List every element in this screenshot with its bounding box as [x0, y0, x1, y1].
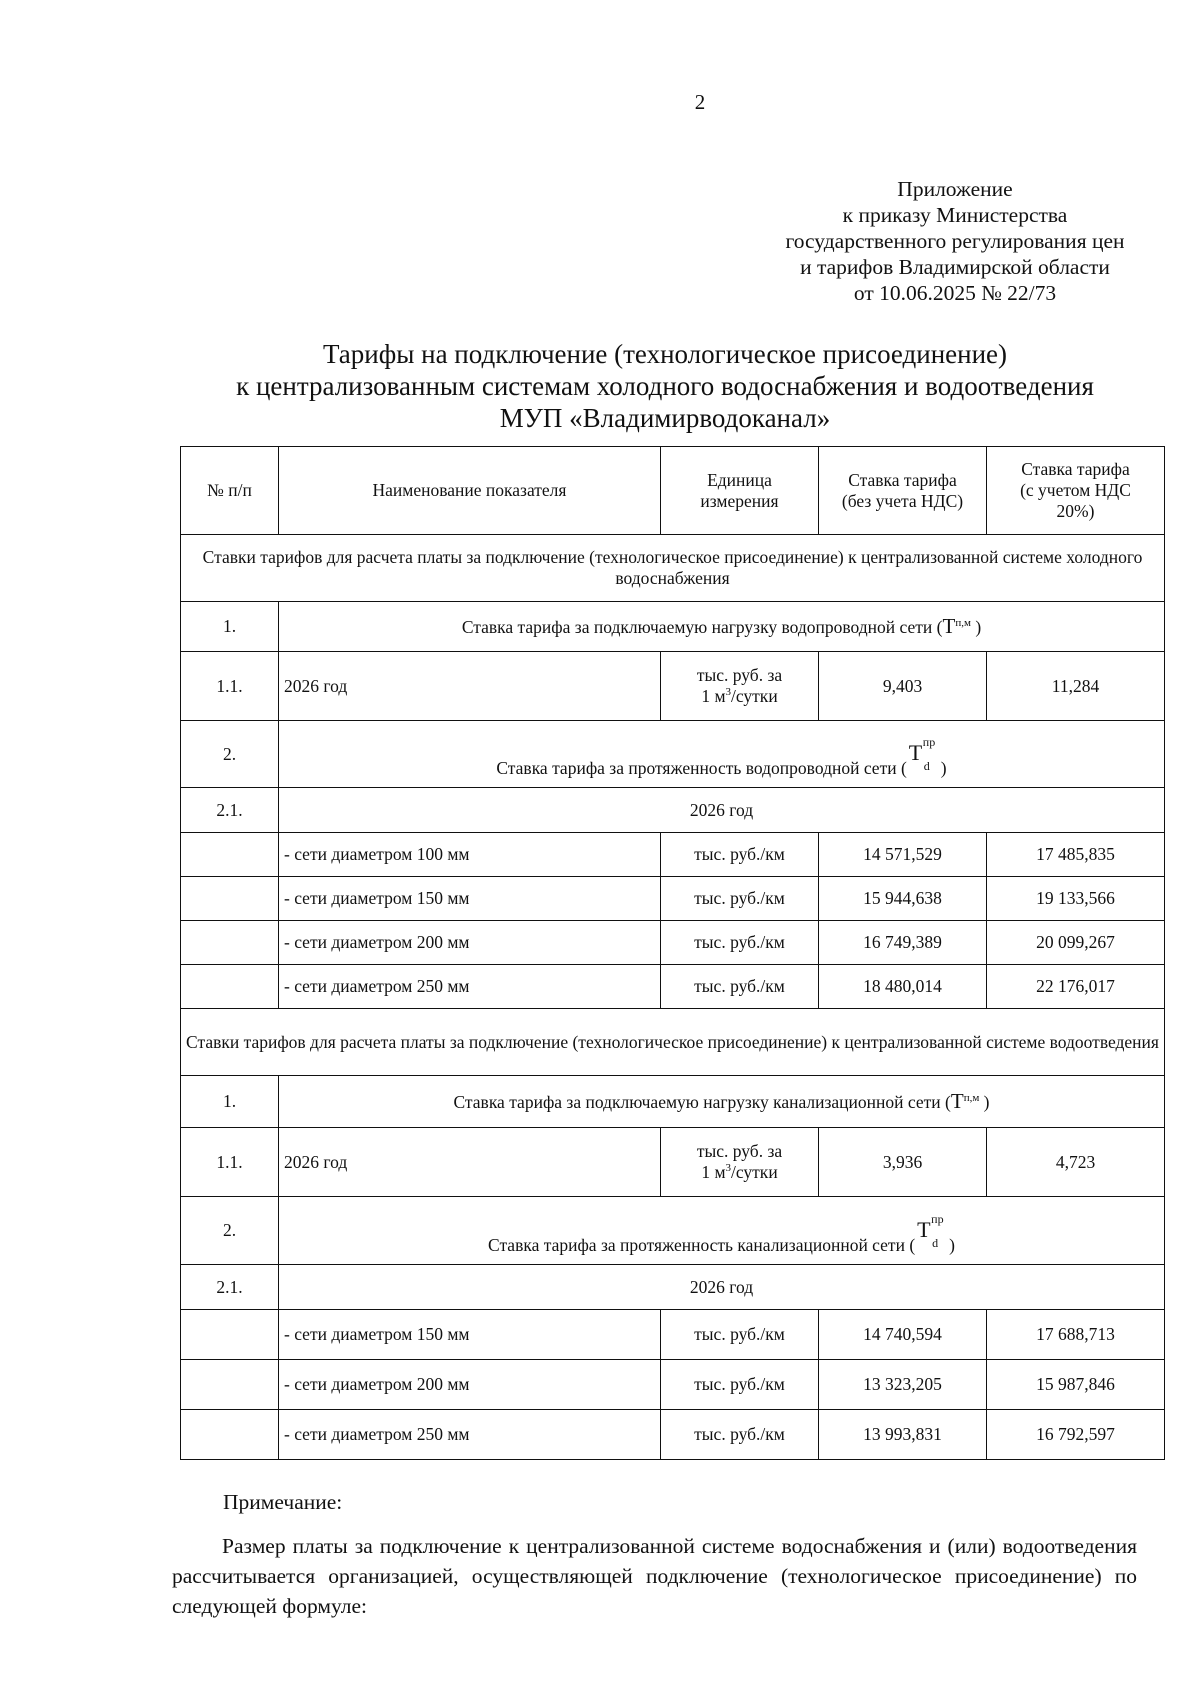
header-unit: Единица измерения — [661, 447, 819, 535]
header-name: Наименование показателя — [279, 447, 661, 535]
sewer-section-row — [181, 1009, 1165, 1076]
row-num: 1.1. — [181, 652, 279, 721]
table-row — [181, 1310, 1165, 1360]
row-rate-vat: 20 099,267 — [987, 921, 1165, 965]
row-unit: тыс. руб./км — [661, 965, 819, 1009]
table-row — [181, 833, 1165, 877]
header-rate-vat: Ставка тарифа (с учетом НДС 20%) — [987, 447, 1165, 535]
sewer-load-row — [181, 1076, 1165, 1128]
water-length-num: 2. — [181, 721, 279, 788]
row-num — [181, 877, 279, 921]
row-num — [181, 921, 279, 965]
row-rate-no-vat: 18 480,014 — [819, 965, 987, 1009]
table-row — [181, 1410, 1165, 1460]
title-line-3: МУП «Владимирводоканал» — [499, 403, 831, 433]
row-num — [181, 1410, 279, 1460]
sewer-load-2026-row — [181, 1128, 1165, 1197]
row-unit: тыс. руб./км — [661, 833, 819, 877]
title-line-1: Тарифы на подключение (технологическое присоединение) — [322, 339, 1008, 369]
appendix-block — [745, 176, 1165, 306]
water-year-label: 2026 год — [279, 788, 1165, 833]
water-year-row — [181, 788, 1165, 833]
row-num — [181, 965, 279, 1009]
water-length-row — [181, 721, 1165, 788]
appendix-line-2: к приказу Министерства — [842, 203, 1068, 227]
table-row — [181, 965, 1165, 1009]
sewer-length-row — [181, 1197, 1165, 1265]
row-rate-vat: 22 176,017 — [987, 965, 1165, 1009]
row-name: 2026 год — [279, 1128, 661, 1197]
sewer-year-label: 2026 год — [279, 1265, 1165, 1310]
sewer-load-num: 1. — [181, 1076, 279, 1128]
row-rate-no-vat: 14 571,529 — [819, 833, 987, 877]
row-num: 1.1. — [181, 1128, 279, 1197]
row-name: - сети диаметром 150 мм — [279, 877, 661, 921]
water-length-title: Ставка тарифа за протяженность водопроводной сети ( Т пр d ) — [279, 721, 1165, 788]
table-row — [181, 921, 1165, 965]
water-load-title: Ставка тарифа за подключаемую нагрузку водопроводной сети ($Т^{п,м}$ ) — [279, 602, 1165, 652]
row-rate-no-vat: 3,936 — [819, 1128, 987, 1197]
row-num — [181, 1360, 279, 1410]
water-year-num: 2.1. — [181, 788, 279, 833]
row-unit: тыс. руб./км — [661, 1310, 819, 1360]
row-rate-vat: 11,284 — [987, 652, 1165, 721]
note-text: Размер платы за подключение к централизованной системе водоснабжения и (или) водоотведения рассчитывается организацией, осуществляющей подключение (технологическое присоединение) по следующей формуле: — [172, 1534, 1137, 1618]
note-heading: Примечание: — [223, 1490, 343, 1514]
row-rate-no-vat: 9,403 — [819, 652, 987, 721]
row-name: 2026 год — [279, 652, 661, 721]
sewer-length-title: Ставка тарифа за протяженность канализационной сети ( Т пр d ) — [279, 1197, 1165, 1265]
row-unit: тыс. руб. за 1 $м^3$/сутки — [661, 652, 819, 721]
row-unit: тыс. руб. за 1 $м^3$/сутки — [661, 1128, 819, 1197]
sewer-section-title: Ставки тарифов для расчета платы за подключение (технологическое присоединение) к централизованной системе водоотведения — [181, 1009, 1165, 1076]
water-section-row — [181, 535, 1165, 602]
sewer-load-title: Ставка тарифа за подключаемую нагрузку канализационной сети ($Т^{п,м}$ ) — [279, 1076, 1165, 1128]
row-name: - сети диаметром 100 мм — [279, 833, 661, 877]
row-rate-vat: 17 688,713 — [987, 1310, 1165, 1360]
header-row — [181, 447, 1165, 535]
row-name: - сети диаметром 250 мм — [279, 1410, 661, 1460]
row-rate-no-vat: 15 944,638 — [819, 877, 987, 921]
appendix-line-3: государственного регулирования цен — [785, 229, 1125, 253]
table-row — [181, 1360, 1165, 1410]
row-rate-no-vat: 13 323,205 — [819, 1360, 987, 1410]
row-name: - сети диаметром 150 мм — [279, 1310, 661, 1360]
row-rate-vat: 4,723 — [987, 1128, 1165, 1197]
appendix-line-1: Приложение — [897, 177, 1013, 201]
water-load-num: 1. — [181, 602, 279, 652]
sewer-year-row — [181, 1265, 1165, 1310]
table-row — [181, 877, 1165, 921]
header-num: № п/п — [181, 447, 279, 535]
row-name: - сети диаметром 200 мм — [279, 921, 661, 965]
row-rate-vat: 19 133,566 — [987, 877, 1165, 921]
row-rate-vat: 15 987,846 — [987, 1360, 1165, 1410]
row-unit: тыс. руб./км — [661, 1360, 819, 1410]
tariff-table — [180, 446, 1165, 1460]
sewer-year-num: 2.1. — [181, 1265, 279, 1310]
row-unit: тыс. руб./км — [661, 1410, 819, 1460]
document-title — [165, 338, 1165, 434]
tariff-symbol: Т пр d — [917, 1212, 944, 1250]
header-rate-no-vat: Ставка тарифа (без учета НДС) — [819, 447, 987, 535]
row-rate-vat: 16 792,597 — [987, 1410, 1165, 1460]
row-name: - сети диаметром 250 мм — [279, 965, 661, 1009]
row-name: - сети диаметром 200 мм — [279, 1360, 661, 1410]
water-section-title: Ставки тарифов для расчета платы за подключение (технологическое присоединение) к централизованной системе холодного водоснабжения — [181, 535, 1165, 602]
appendix-line-5: от 10.06.2025 № 22/73 — [853, 281, 1057, 305]
row-rate-no-vat: 14 740,594 — [819, 1310, 987, 1360]
water-load-row — [181, 602, 1165, 652]
row-rate-vat: 17 485,835 — [987, 833, 1165, 877]
title-line-2: к централизованным системам холодного водоснабжения и водоотведения — [236, 371, 1094, 401]
row-num — [181, 833, 279, 877]
water-load-2026-row — [181, 652, 1165, 721]
row-unit: тыс. руб./км — [661, 921, 819, 965]
row-rate-no-vat: 16 749,389 — [819, 921, 987, 965]
row-num — [181, 1310, 279, 1360]
row-rate-no-vat: 13 993,831 — [819, 1410, 987, 1460]
appendix-line-4: и тарифов Владимирской области — [800, 255, 1110, 279]
page-number: 2 — [694, 90, 706, 114]
sewer-length-num: 2. — [181, 1197, 279, 1265]
row-unit: тыс. руб./км — [661, 877, 819, 921]
tariff-symbol: Т пр d — [908, 735, 936, 773]
